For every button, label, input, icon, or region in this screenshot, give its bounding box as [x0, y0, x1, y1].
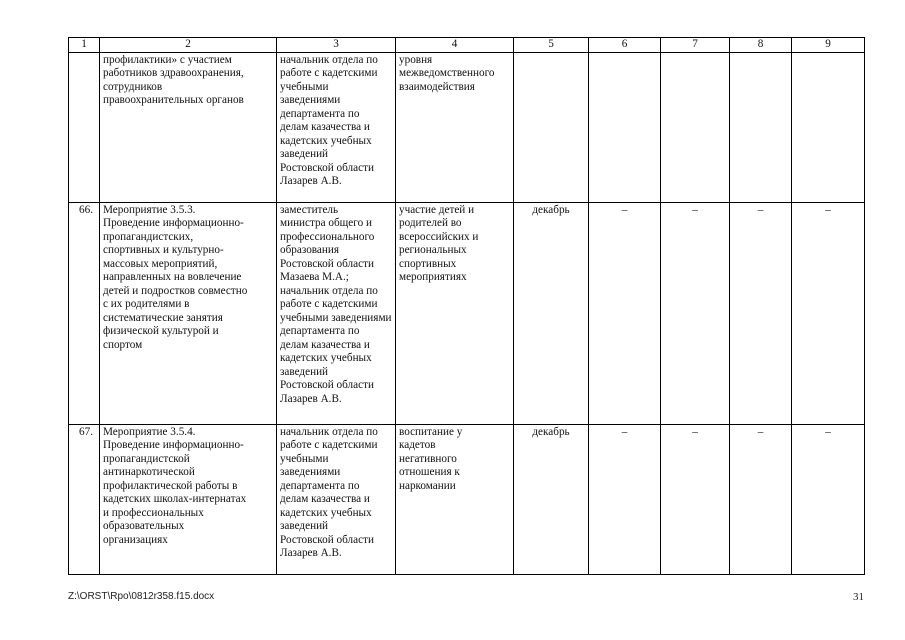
- col7-cell: –: [661, 424, 730, 574]
- table-row: [69, 202, 865, 424]
- col7-cell: [661, 52, 730, 202]
- col9-cell: –: [792, 424, 865, 574]
- row-number: [69, 52, 100, 202]
- col9-cell: [792, 52, 865, 202]
- plan-table: [68, 37, 865, 575]
- col8-cell: –: [730, 202, 792, 424]
- col9-cell: –: [792, 202, 865, 424]
- measure-cell: Мероприятие 3.5.3. Проведение информационно- пропагандистских, спортивных и культурно- массовых мероприятий, направленных на вовлечение детей и подростков совместно с их родителями в систематические занятия физической культурой и спортом: [100, 202, 277, 424]
- header-col-4: 4: [396, 38, 514, 53]
- responsible-cell: заместитель министра общего и профессионального образования Ростовской области Мазаева М.А.; начальник отдела по работе с кадетскими учебными заведениями департамента по делам казачества и кадетских учебных заведений Ростовской области Лазарев А.В.: [277, 202, 396, 424]
- measure-cell: Мероприятие 3.5.4. Проведение информационно- пропагандистской антинаркотической профилактической работы в кадетских школах-интернатах и профессиональных образовательных организациях: [100, 424, 277, 574]
- header-col-2: 2: [100, 38, 277, 53]
- row-number: 67.: [69, 424, 100, 574]
- header-row: [69, 38, 865, 53]
- result-cell: воспитание у кадетов негативного отношения к наркомании: [396, 424, 514, 574]
- col6-cell: –: [589, 202, 661, 424]
- footer-file-path: Z:\ORST\Rpo\0812r358.f15.docx: [68, 591, 215, 602]
- row-number: 66.: [69, 202, 100, 424]
- header-col-1: 1: [69, 38, 100, 53]
- header-col-3: 3: [277, 38, 396, 53]
- table-row: [69, 52, 865, 202]
- header-col-7: 7: [661, 38, 730, 53]
- col8-cell: –: [730, 424, 792, 574]
- measure-cell: профилактики» с участием работников здравоохранения, сотрудников правоохранительных органов: [100, 52, 277, 202]
- col7-cell: –: [661, 202, 730, 424]
- responsible-cell: начальник отдела по работе с кадетскими учебными заведениями департамента по делам казачества и кадетских учебных заведений Ростовской области Лазарев А.В.: [277, 52, 396, 202]
- col6-cell: –: [589, 424, 661, 574]
- responsible-cell: начальник отдела по работе с кадетскими учебными заведениями департамента по делам казачества и кадетских учебных заведений Ростовской области Лазарев А.В.: [277, 424, 396, 574]
- result-cell: уровня межведомственного взаимодействия: [396, 52, 514, 202]
- header-col-8: 8: [730, 38, 792, 53]
- deadline-cell: декабрь: [514, 424, 589, 574]
- header-col-5: 5: [514, 38, 589, 53]
- deadline-cell: [514, 52, 589, 202]
- deadline-cell: декабрь: [514, 202, 589, 424]
- col8-cell: [730, 52, 792, 202]
- col6-cell: [589, 52, 661, 202]
- result-cell: участие детей и родителей во всероссийских и региональных спортивных мероприятиях: [396, 202, 514, 424]
- table-row: [69, 424, 865, 574]
- header-col-9: 9: [792, 38, 865, 53]
- header-col-6: 6: [589, 38, 661, 53]
- page-number: 31: [853, 591, 864, 603]
